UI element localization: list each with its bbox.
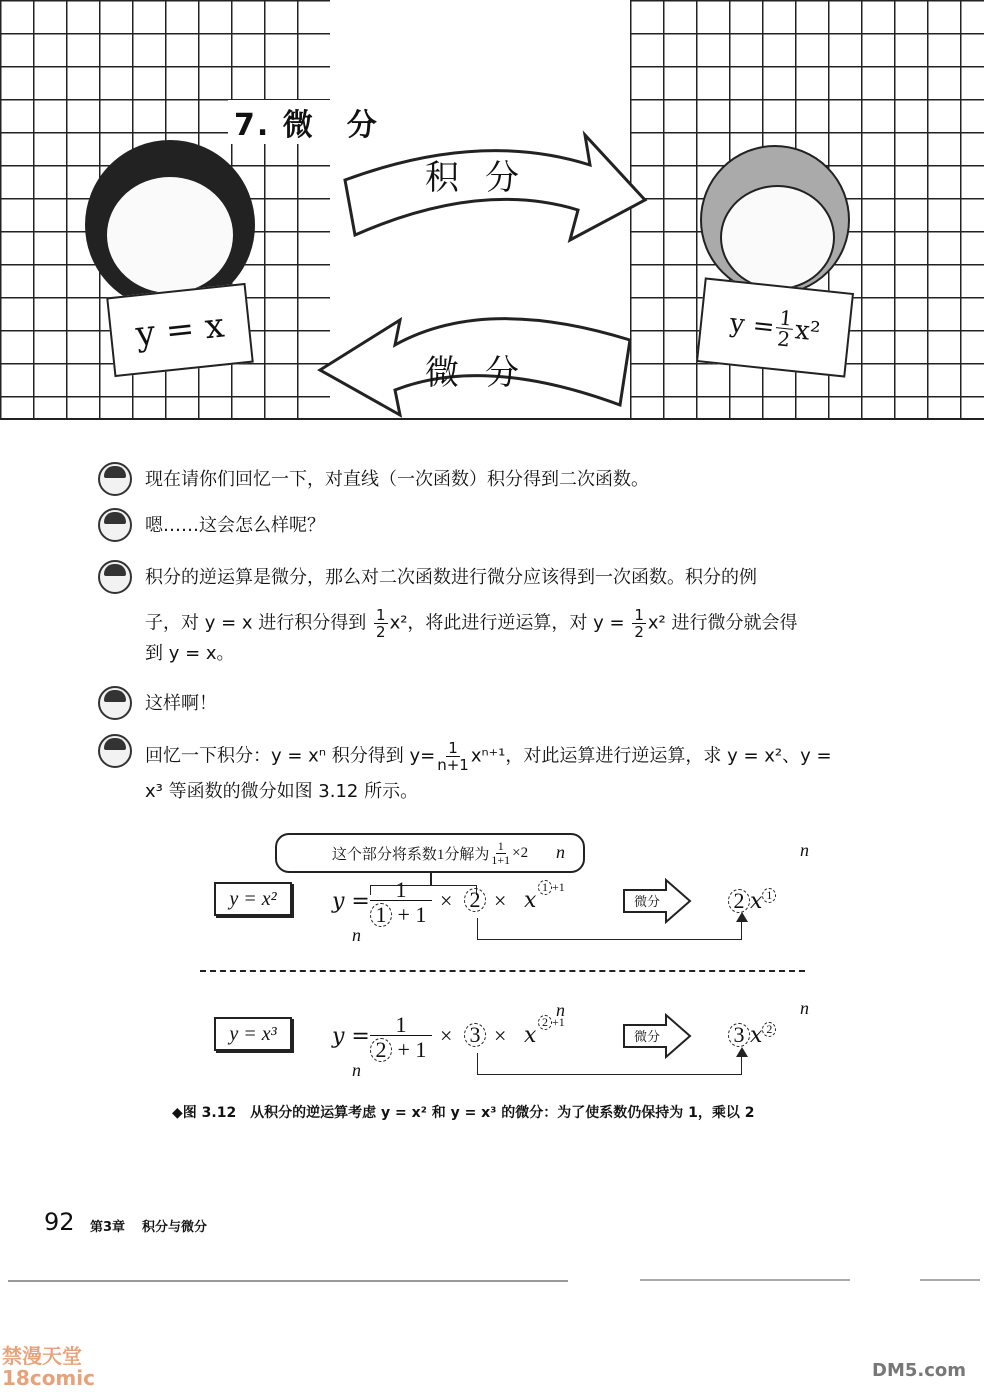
watermark-right: DM5.com bbox=[872, 1360, 967, 1381]
girl-face bbox=[105, 175, 235, 295]
arrowhead-1 bbox=[736, 912, 748, 922]
x: x bbox=[524, 888, 537, 913]
n-circle: 2 bbox=[370, 1038, 392, 1062]
footer-rule bbox=[920, 1279, 980, 1281]
callout-box bbox=[275, 833, 585, 873]
text: x² 进行微分就会得 bbox=[647, 612, 798, 634]
y: y = bbox=[332, 889, 370, 914]
row1-result bbox=[728, 888, 776, 914]
n-label: n bbox=[352, 1060, 361, 1080]
den: 1+1 bbox=[491, 852, 511, 867]
result-exp: 1 bbox=[762, 888, 776, 903]
chapter-title: 积分与微分 bbox=[142, 1220, 208, 1235]
footer-rule bbox=[640, 1279, 850, 1281]
avatar-girl bbox=[98, 508, 132, 542]
avatar-teacher bbox=[98, 462, 132, 496]
boy-face bbox=[720, 185, 835, 290]
footer-rule bbox=[8, 1280, 568, 1282]
dialog-line-1: 现在请你们回忆一下，对直线（一次函数）积分得到二次函数。 bbox=[145, 469, 649, 490]
exp-circle: 1 bbox=[538, 880, 552, 895]
den: 2 bbox=[376, 623, 386, 641]
exp-plus: +1 bbox=[552, 1015, 565, 1029]
num: 1 bbox=[634, 606, 644, 624]
coefficient-circle: 2 bbox=[464, 888, 486, 912]
dialog-line-4: 这样啊！ bbox=[145, 693, 217, 714]
avatar-girl bbox=[98, 686, 132, 720]
times: × bbox=[494, 1023, 507, 1048]
sign-suffix: x² bbox=[793, 314, 822, 348]
result-coef: 3 bbox=[728, 1023, 750, 1047]
plus-one: + 1 bbox=[397, 1037, 427, 1062]
n-label: n bbox=[556, 842, 565, 862]
n-label: n bbox=[800, 840, 809, 860]
coefficient-circle: 3 bbox=[464, 1023, 486, 1047]
result-exp: 2 bbox=[762, 1022, 776, 1037]
exp-circle: 2 bbox=[538, 1015, 552, 1030]
n-label: n bbox=[352, 925, 361, 945]
y: y = bbox=[332, 1024, 370, 1049]
callout-tail: ×2 bbox=[512, 844, 529, 861]
watermark-left: 禁漫天堂 18comic bbox=[2, 1344, 95, 1390]
connector-1 bbox=[477, 918, 742, 940]
fraction-1-over-n-plus-1 bbox=[437, 740, 469, 773]
text: xⁿ⁺¹，对此运算进行逆运算，求 y = x²、y = bbox=[470, 745, 832, 767]
fraction-half bbox=[632, 607, 646, 640]
den: 2 bbox=[634, 623, 644, 641]
arrowhead-2 bbox=[736, 1047, 748, 1057]
num: 1 bbox=[376, 606, 386, 624]
n-circle: 1 bbox=[370, 903, 392, 927]
sign-fraction bbox=[774, 307, 795, 350]
fraction-half bbox=[374, 607, 388, 640]
avatar-teacher bbox=[98, 734, 132, 768]
dialog-line-3b bbox=[145, 607, 797, 640]
times: × bbox=[440, 888, 453, 913]
n-label: n bbox=[556, 1000, 565, 1020]
exp-plus: +1 bbox=[552, 880, 565, 894]
dialog-line-5a bbox=[145, 740, 832, 773]
divider-dashed bbox=[200, 970, 805, 972]
x: x bbox=[750, 1023, 763, 1048]
chapter-label: 第3章 bbox=[90, 1220, 126, 1235]
den: 2 bbox=[776, 326, 792, 352]
num: 1 bbox=[448, 739, 458, 757]
x: x bbox=[524, 1023, 537, 1048]
connector-2 bbox=[477, 1053, 742, 1075]
times: × bbox=[440, 1023, 453, 1048]
plus-one: + 1 bbox=[397, 902, 427, 927]
result-coef: 2 bbox=[728, 889, 750, 913]
x: x bbox=[750, 889, 763, 914]
figure-caption: ◆图 3.12 从积分的逆运算考虑 y = x² 和 y = x³ 的微分：为了使系数仍保持为 1，乘以 2 bbox=[172, 1105, 755, 1121]
section-title: 7. 微 分 bbox=[228, 100, 385, 144]
n-label: n bbox=[800, 998, 809, 1018]
row2-result bbox=[728, 1022, 776, 1048]
num: 1 bbox=[778, 305, 794, 331]
avatar-teacher bbox=[98, 560, 132, 594]
sign-y-equals-x: y = x bbox=[106, 283, 254, 377]
arrow-label-integral: 积分 bbox=[425, 158, 545, 198]
dialog-line-3c: 到 y = x。 bbox=[145, 643, 235, 664]
text: 子，对 y = x 进行积分得到 bbox=[145, 612, 367, 634]
dialog-line-2: 嗯……这会怎么样呢？ bbox=[145, 515, 325, 536]
times: × bbox=[494, 888, 507, 913]
dialog-line-3a: 积分的逆运算是微分，那么对二次函数进行微分应该得到一次函数。积分的例 bbox=[145, 567, 757, 588]
arrow-label-differential: 微分 bbox=[425, 353, 545, 393]
page-number: 92 bbox=[44, 1208, 75, 1236]
num: 1 bbox=[497, 838, 504, 853]
differentiate-label: 微分 bbox=[634, 895, 661, 910]
callout-fraction bbox=[491, 840, 510, 867]
text: 回忆一下积分：y = xⁿ 积分得到 y= bbox=[145, 745, 436, 767]
row2-label: y = x³ bbox=[214, 1017, 292, 1051]
dialog-line-5b: x³ 等函数的微分如图 3.12 所示。 bbox=[145, 781, 419, 802]
differentiate-label: 微分 bbox=[634, 1030, 661, 1045]
text: x²，将此进行逆运算，对 y = bbox=[389, 612, 625, 634]
numerator: 1 bbox=[370, 880, 432, 901]
den: n+1 bbox=[437, 756, 469, 774]
numerator: 1 bbox=[370, 1015, 432, 1036]
callout-text: 这个部分将系数1分解为 bbox=[331, 846, 490, 863]
sign-y-half-x-squared bbox=[696, 277, 854, 377]
row1-label: y = x² bbox=[214, 882, 292, 916]
sign-prefix: y = bbox=[728, 307, 777, 343]
